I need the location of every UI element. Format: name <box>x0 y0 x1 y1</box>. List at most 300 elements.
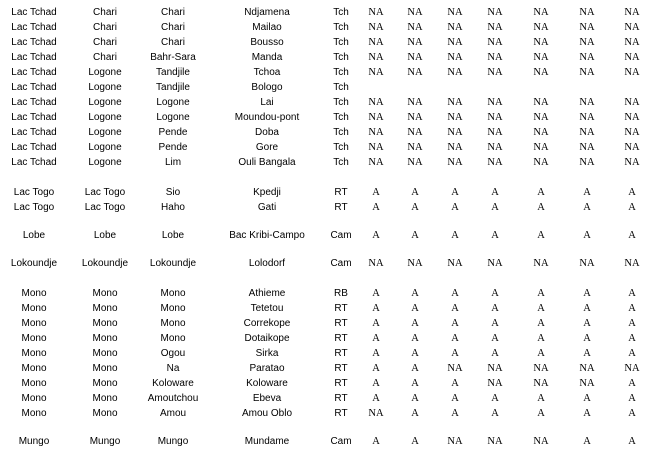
cell-basin: Mono <box>21 408 47 419</box>
cell-country: RT <box>334 408 348 419</box>
cell-val-7: A <box>628 393 636 404</box>
cell-val-3: A <box>451 187 459 198</box>
cell-val-3: NA <box>447 67 463 78</box>
cell-station: Amou Oblo <box>241 408 293 419</box>
cell-station: Manda <box>251 52 283 63</box>
cell-station: Tchoa <box>253 67 281 78</box>
cell-val-6: A <box>583 288 591 299</box>
cell-val-7: A <box>628 408 636 419</box>
cell-river: Mono <box>92 318 118 329</box>
cell-val-6: NA <box>579 37 595 48</box>
cell-country: Tch <box>333 142 349 153</box>
cell-val-4: A <box>491 408 499 419</box>
cell-station: Mundame <box>244 436 290 447</box>
cell-val-6: A <box>583 187 591 198</box>
cell-country: Tch <box>333 127 349 138</box>
table-row <box>0 65 655 80</box>
cell-country: Cam <box>330 436 352 447</box>
cell-val-2: NA <box>407 112 423 123</box>
cell-sub-basin: Mono <box>160 303 186 314</box>
cell-val-2: NA <box>407 22 423 33</box>
cell-sub-basin: Chari <box>161 22 185 33</box>
cell-basin: Lac Tchad <box>11 7 57 18</box>
table-row <box>0 185 655 200</box>
cell-val-2: A <box>411 230 419 241</box>
table-row <box>0 50 655 65</box>
cell-sub-basin: Mono <box>160 333 186 344</box>
cell-sub-basin: Ogou <box>160 348 186 359</box>
cell-river: Mono <box>92 333 118 344</box>
cell-val-2: NA <box>407 67 423 78</box>
table-row <box>0 376 655 391</box>
cell-river: Chari <box>93 7 117 18</box>
cell-sub-basin: Chari <box>161 37 185 48</box>
cell-sub-basin: Pende <box>158 142 188 153</box>
cell-basin: Lac Tchad <box>11 37 57 48</box>
cell-sub-basin: Logone <box>156 97 190 108</box>
cell-val-4: NA <box>487 436 503 447</box>
cell-basin: Lac Tchad <box>11 112 57 123</box>
cell-river: Mono <box>92 288 118 299</box>
cell-station: Ouli Bangala <box>238 157 296 168</box>
cell-val-2: NA <box>407 52 423 63</box>
cell-station: Mailao <box>252 22 282 33</box>
cell-val-5: A <box>537 202 545 213</box>
cell-val-7: A <box>628 333 636 344</box>
cell-val-5: NA <box>533 7 549 18</box>
cell-station: Lolodorf <box>248 258 286 269</box>
table-row <box>0 316 655 331</box>
cell-val-3: A <box>451 348 459 359</box>
cell-val-2: A <box>411 436 419 447</box>
cell-basin: Lac Tchad <box>11 22 57 33</box>
cell-val-6: A <box>583 408 591 419</box>
cell-val-1: A <box>372 202 380 213</box>
cell-val-5: A <box>537 303 545 314</box>
cell-station: Gati <box>257 202 277 213</box>
cell-river: Mungo <box>89 436 121 447</box>
cell-val-3: NA <box>447 258 463 269</box>
cell-val-1: NA <box>368 112 384 123</box>
cell-basin: Mono <box>21 333 47 344</box>
cell-val-5: NA <box>533 142 549 153</box>
cell-val-4: A <box>491 318 499 329</box>
cell-val-2: A <box>411 333 419 344</box>
cell-val-5: NA <box>533 67 549 78</box>
cell-val-7: A <box>628 436 636 447</box>
cell-val-1: NA <box>368 67 384 78</box>
cell-basin: Mono <box>21 393 47 404</box>
cell-basin: Mono <box>21 303 47 314</box>
cell-sub-basin: Mungo <box>157 436 189 447</box>
cell-basin: Lac Togo <box>13 187 55 198</box>
cell-val-1: A <box>372 393 380 404</box>
cell-sub-basin: Mono <box>160 288 186 299</box>
cell-val-7: NA <box>624 97 640 108</box>
cell-country: RT <box>334 378 348 389</box>
cell-val-7: A <box>628 288 636 299</box>
cell-val-6: NA <box>579 22 595 33</box>
table-row <box>0 110 655 125</box>
cell-river: Mono <box>92 408 118 419</box>
cell-country: RT <box>334 333 348 344</box>
cell-val-3: A <box>451 408 459 419</box>
cell-basin: Lac Tchad <box>11 157 57 168</box>
cell-val-3: A <box>451 303 459 314</box>
cell-sub-basin: Mono <box>160 318 186 329</box>
cell-river: Lac Togo <box>84 187 126 198</box>
cell-country: RT <box>334 348 348 359</box>
table-row <box>0 125 655 140</box>
cell-station: Bousso <box>250 37 284 48</box>
cell-country: Tch <box>333 112 349 123</box>
cell-val-4: A <box>491 187 499 198</box>
cell-val-2: NA <box>407 127 423 138</box>
cell-station: Ebeva <box>252 393 282 404</box>
cell-val-3: NA <box>447 363 463 374</box>
cell-val-6: NA <box>579 127 595 138</box>
cell-val-4: NA <box>487 142 503 153</box>
cell-val-7: A <box>628 187 636 198</box>
cell-country: RT <box>334 303 348 314</box>
cell-val-6: NA <box>579 52 595 63</box>
cell-val-1: NA <box>368 52 384 63</box>
cell-val-5: NA <box>533 258 549 269</box>
cell-val-4: A <box>491 288 499 299</box>
table-row <box>0 434 655 449</box>
cell-val-4: NA <box>487 112 503 123</box>
cell-val-4: A <box>491 333 499 344</box>
cell-sub-basin: Koloware <box>152 378 194 389</box>
cell-val-2: A <box>411 363 419 374</box>
cell-val-1: A <box>372 230 380 241</box>
cell-river: Logone <box>88 97 122 108</box>
cell-val-1: A <box>372 187 380 198</box>
cell-val-5: NA <box>533 436 549 447</box>
cell-val-4: NA <box>487 127 503 138</box>
cell-val-1: A <box>372 348 380 359</box>
table-row <box>0 20 655 35</box>
cell-station: Dotaikope <box>244 333 290 344</box>
cell-station: Correkope <box>243 318 291 329</box>
cell-val-5: NA <box>533 127 549 138</box>
cell-country: Tch <box>333 22 349 33</box>
table-row <box>0 301 655 316</box>
cell-basin: Lac Togo <box>13 202 55 213</box>
cell-basin: Lobe <box>22 230 46 241</box>
cell-country: Cam <box>330 258 352 269</box>
table-row <box>0 200 655 215</box>
table-row <box>0 35 655 50</box>
cell-val-7: A <box>628 303 636 314</box>
cell-val-5: A <box>537 230 545 241</box>
cell-country: RB <box>334 288 348 299</box>
cell-sub-basin: Lim <box>164 157 182 168</box>
cell-val-1: NA <box>368 258 384 269</box>
cell-station: Moundou-pont <box>234 112 300 123</box>
cell-val-2: NA <box>407 142 423 153</box>
cell-country: Tch <box>333 37 349 48</box>
cell-basin: Mungo <box>18 436 50 447</box>
cell-country: Tch <box>333 67 349 78</box>
cell-val-7: A <box>628 378 636 389</box>
cell-val-5: A <box>537 288 545 299</box>
cell-station: Tetetou <box>250 303 284 314</box>
cell-val-6: NA <box>579 112 595 123</box>
cell-val-1: A <box>372 363 380 374</box>
cell-val-4: NA <box>487 67 503 78</box>
cell-river: Logone <box>88 127 122 138</box>
cell-river: Lac Togo <box>84 202 126 213</box>
cell-val-1: A <box>372 288 380 299</box>
cell-val-7 <box>592 80 655 95</box>
cell-basin: Mono <box>21 348 47 359</box>
cell-val-4: NA <box>487 22 503 33</box>
cell-val-7: NA <box>624 112 640 123</box>
cell-sub-basin: Haho <box>161 202 185 213</box>
cell-val-7: NA <box>624 7 640 18</box>
cell-val-5: NA <box>533 363 549 374</box>
cell-country: Cam <box>330 230 352 241</box>
cell-val-6: NA <box>579 258 595 269</box>
cell-sub-basin: Chari <box>161 7 185 18</box>
table-row <box>0 80 655 95</box>
cell-val-2: A <box>411 393 419 404</box>
cell-val-7: A <box>628 318 636 329</box>
cell-val-1: A <box>372 378 380 389</box>
cell-val-1: NA <box>368 408 384 419</box>
cell-val-4: A <box>491 230 499 241</box>
cell-basin: Mono <box>21 363 47 374</box>
cell-station: Lai <box>260 97 274 108</box>
cell-val-5: NA <box>533 97 549 108</box>
cell-val-6: A <box>583 230 591 241</box>
cell-country: RT <box>334 363 348 374</box>
cell-val-4: NA <box>487 52 503 63</box>
cell-val-3: NA <box>447 22 463 33</box>
table-row <box>0 228 655 243</box>
cell-river: Chari <box>93 37 117 48</box>
table-row <box>0 95 655 110</box>
cell-val-3: A <box>451 393 459 404</box>
cell-val-1: A <box>372 333 380 344</box>
cell-val-1: A <box>372 436 380 447</box>
cell-river: Logone <box>88 142 122 153</box>
cell-sub-basin: Tandjile <box>156 67 190 78</box>
cell-river: Chari <box>93 22 117 33</box>
cell-river: Logone <box>88 112 122 123</box>
cell-val-2: A <box>411 303 419 314</box>
cell-river: Logone <box>88 157 122 168</box>
cell-val-6: A <box>583 318 591 329</box>
cell-val-5: A <box>537 318 545 329</box>
cell-val-5: A <box>537 408 545 419</box>
table-row <box>0 406 655 421</box>
cell-val-7: NA <box>624 37 640 48</box>
cell-val-4: NA <box>487 7 503 18</box>
table-row <box>0 331 655 346</box>
cell-val-3: A <box>451 288 459 299</box>
cell-station: Koloware <box>246 378 288 389</box>
cell-val-1: A <box>372 318 380 329</box>
table-row <box>0 361 655 376</box>
cell-sub-basin: Amoutchou <box>147 393 199 404</box>
table-row <box>0 391 655 406</box>
table-row <box>0 140 655 155</box>
cell-val-7: NA <box>624 142 640 153</box>
cell-basin: Lac Tchad <box>11 142 57 153</box>
table-row <box>0 256 655 271</box>
cell-val-5: A <box>537 333 545 344</box>
cell-country: Tch <box>333 97 349 108</box>
cell-val-4: NA <box>487 37 503 48</box>
cell-country: RT <box>334 393 348 404</box>
cell-sub-basin: Bahr-Sara <box>150 52 196 63</box>
cell-river: Mono <box>92 378 118 389</box>
cell-country: RT <box>334 318 348 329</box>
cell-val-7: NA <box>624 157 640 168</box>
cell-val-2: A <box>411 202 419 213</box>
cell-val-5: A <box>537 348 545 359</box>
cell-val-4: NA <box>487 363 503 374</box>
cell-station: Athieme <box>248 288 286 299</box>
cell-val-4: A <box>491 202 499 213</box>
cell-val-3: NA <box>447 97 463 108</box>
cell-sub-basin: Na <box>166 363 180 374</box>
cell-val-5: NA <box>533 112 549 123</box>
cell-country: Tch <box>333 82 349 93</box>
cell-country: Tch <box>333 52 349 63</box>
cell-val-7: NA <box>624 67 640 78</box>
cell-val-4: A <box>491 303 499 314</box>
cell-basin: Lac Tchad <box>11 82 57 93</box>
cell-val-7: A <box>628 202 636 213</box>
cell-val-6: A <box>583 303 591 314</box>
cell-basin: Lac Tchad <box>11 52 57 63</box>
cell-val-2: NA <box>407 37 423 48</box>
cell-basin: Mono <box>21 288 47 299</box>
cell-val-1: NA <box>368 142 384 153</box>
cell-station: Bologo <box>251 82 283 93</box>
cell-val-6: NA <box>579 363 595 374</box>
cell-val-3: A <box>451 230 459 241</box>
cell-basin: Lac Tchad <box>11 97 57 108</box>
cell-river: Mono <box>92 348 118 359</box>
table-row <box>0 5 655 20</box>
cell-val-1: NA <box>368 97 384 108</box>
cell-river: Logone <box>88 82 122 93</box>
cell-river: Lobe <box>93 230 117 241</box>
cell-val-4: A <box>491 348 499 359</box>
cell-val-6: NA <box>579 7 595 18</box>
cell-river: Chari <box>93 52 117 63</box>
cell-val-7: NA <box>624 22 640 33</box>
cell-country: RT <box>334 202 348 213</box>
cell-val-6: A <box>583 393 591 404</box>
cell-sub-basin: Lobe <box>161 230 185 241</box>
cell-val-5: NA <box>533 157 549 168</box>
cell-val-4: NA <box>487 378 503 389</box>
cell-val-7: NA <box>624 127 640 138</box>
cell-val-6: A <box>583 348 591 359</box>
cell-val-2: NA <box>407 7 423 18</box>
cell-sub-basin: Lokoundje <box>149 258 197 269</box>
table-row <box>0 155 655 170</box>
cell-val-4: NA <box>487 258 503 269</box>
cell-val-6: NA <box>579 157 595 168</box>
cell-val-3: NA <box>447 127 463 138</box>
cell-val-1: NA <box>368 7 384 18</box>
cell-river: Mono <box>92 363 118 374</box>
cell-val-5: A <box>537 393 545 404</box>
cell-val-6: A <box>583 436 591 447</box>
cell-basin: Mono <box>21 318 47 329</box>
cell-val-2: A <box>411 187 419 198</box>
cell-station: Bac Kribi-Campo <box>229 230 305 241</box>
cell-val-3: A <box>451 318 459 329</box>
cell-val-7: NA <box>624 258 640 269</box>
cell-basin: Lac Tchad <box>11 127 57 138</box>
cell-val-1: A <box>372 303 380 314</box>
cell-val-7: A <box>628 348 636 359</box>
cell-country: Tch <box>333 157 349 168</box>
cell-val-5: NA <box>533 52 549 63</box>
cell-river: Mono <box>92 393 118 404</box>
cell-val-3: A <box>451 202 459 213</box>
cell-val-2: A <box>411 288 419 299</box>
cell-val-6: A <box>583 333 591 344</box>
cell-river: Logone <box>88 67 122 78</box>
cell-country: RT <box>334 187 348 198</box>
table-row <box>0 346 655 361</box>
cell-val-6: NA <box>579 142 595 153</box>
cell-val-2: A <box>411 348 419 359</box>
cell-val-3: NA <box>447 37 463 48</box>
cell-sub-basin: Logone <box>156 112 190 123</box>
cell-val-1: NA <box>368 37 384 48</box>
cell-val-2: NA <box>407 97 423 108</box>
cell-basin: Mono <box>21 378 47 389</box>
cell-river: Mono <box>92 303 118 314</box>
cell-val-2: A <box>411 378 419 389</box>
cell-val-3: NA <box>447 7 463 18</box>
cell-val-5: NA <box>533 37 549 48</box>
cell-val-7: NA <box>624 363 640 374</box>
cell-val-3: NA <box>447 112 463 123</box>
cell-val-2: NA <box>407 258 423 269</box>
cell-val-3: NA <box>447 157 463 168</box>
cell-val-3: A <box>451 333 459 344</box>
cell-val-3: NA <box>447 52 463 63</box>
cell-basin: Lokoundje <box>10 258 58 269</box>
cell-val-5: A <box>537 187 545 198</box>
cell-val-4: A <box>491 393 499 404</box>
cell-val-1: NA <box>368 157 384 168</box>
cell-sub-basin: Tandjile <box>156 82 190 93</box>
cell-val-5: NA <box>533 22 549 33</box>
cell-val-6: NA <box>579 378 595 389</box>
cell-val-6: NA <box>579 67 595 78</box>
cell-station: Doba <box>255 127 279 138</box>
cell-val-2: A <box>411 318 419 329</box>
cell-val-2: A <box>411 408 419 419</box>
cell-station: Gore <box>255 142 279 153</box>
cell-val-3: NA <box>447 436 463 447</box>
cell-val-4: NA <box>487 157 503 168</box>
cell-station: Paratao <box>249 363 285 374</box>
cell-val-6: NA <box>579 97 595 108</box>
cell-val-7: NA <box>624 52 640 63</box>
